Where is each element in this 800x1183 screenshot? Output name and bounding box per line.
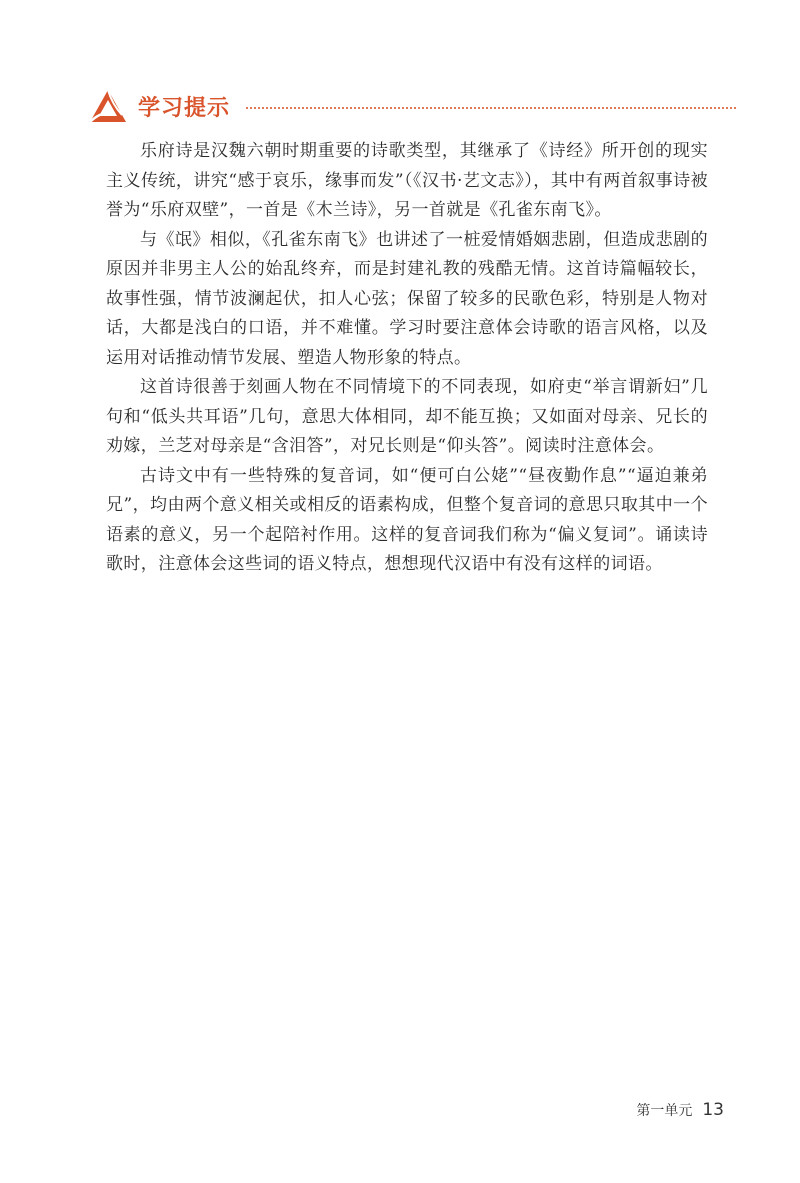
study-tips-body	[106, 137, 708, 580]
paragraph-4: 古诗文中有一些特殊的复音词，如“便可白公姥”“昼夜勤作息”“逼迫兼弟兄”，均由两个意义相关或相反的语素构成，但整个复音词的意思只取其中一个语素的意义，另一个起陪衬作用。这样的复音词我们称为“偏义复词”。诵读诗歌时，注意体会这些词的语义特点，想想现代汉语中有没有这样的词语。	[106, 465, 708, 574]
dotted-divider	[246, 107, 736, 109]
section-title: 学习提示	[138, 95, 231, 121]
paragraph-1: 乐府诗是汉魏六朝时期重要的诗歌类型，其继承了《诗经》所开创的现实主义传统，讲究“感于哀乐，缘事而发”（《汉书·艺文志》），其中有两首叙事诗被誉为“乐府双壁”，一首是《木兰诗》，另一首就是《孔雀东南飞》。	[106, 141, 708, 220]
paragraph-3: 这首诗很善于刻画人物在不同情境下的不同表现，如府吏“举言谓新妇”几句和“低头共耳语”几句，意思大体相同，却不能互换；又如面对母亲、兄长的劝嫁，兰芝对母亲是“含泪答”，对兄长则是“仰头答”。阅读时注意体会。	[106, 377, 708, 456]
section-header	[88, 86, 736, 126]
orange-triangle-emblem-icon	[88, 88, 128, 124]
paragraph-2: 与《氓》相似，《孔雀东南飞》也讲述了一桩爱情婚姻悲剧，但造成悲剧的原因并非男主人公的始乱终弃，而是封建礼教的残酷无情。这首诗篇幅较长，故事性强，情节波澜起伏，扣人心弦；保留了较多的民歌色彩，特别是人物对话，大都是浅白的口语，并不难懂。学习时要注意体会诗歌的语言风格，以及运用对话推动情节发展、塑造人物形象的特点。	[106, 229, 708, 368]
page-footer	[636, 1100, 724, 1120]
page-number: 13	[702, 1100, 724, 1120]
unit-label: 第一单元	[636, 1103, 693, 1119]
